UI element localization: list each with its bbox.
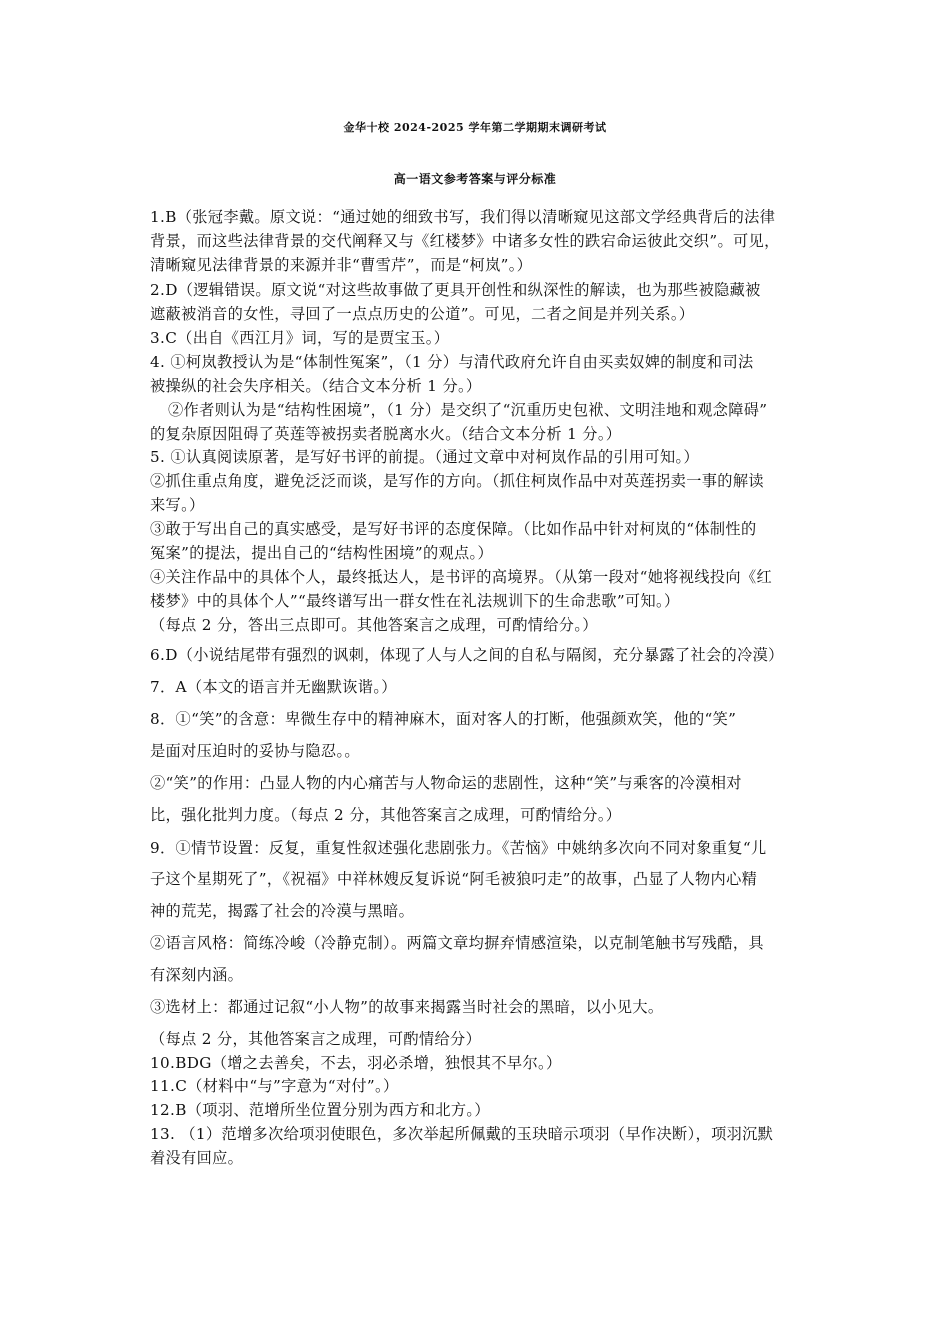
text-line: 9．①情节设置：反复，重复性叙述强化悲剧张力。《苦恼》中姚纳多次向不同对象重复“儿 (150, 839, 767, 857)
text-line: 清晰窥见法律背景的来源并非“曹雪芹”，而是“柯岚”。） (150, 256, 533, 274)
text-line: 12.B（项羽、范增所坐位置分别为西方和北方。） (150, 1101, 490, 1119)
text-line: ③敢于写出自己的真实感受，是写好书评的态度保障。（比如作品中针对柯岚的“体制性的 (150, 520, 757, 538)
text-line: ②语言风格：简练冷峻（冷静克制）。两篇文章均摒弃情感渲染，以克制笔触书写残酷，具 (150, 934, 764, 952)
text-line: 子这个星期死了”，《祝福》中祥林嫂反复诉说“阿毛被狼叼走”的故事，凸显了人物内心精 (150, 870, 758, 888)
text-line: 被操纵的社会失序相关。（结合文本分析 1 分。） (150, 377, 482, 395)
text-line: 5. ①认真阅读原著，是写好书评的前提。（通过文章中对柯岚作品的引用可知。） (150, 448, 699, 466)
text-line: 10.BDG（增之去善矣，不去，羽必杀增，独恨其不早尔。） (150, 1054, 562, 1072)
document-subtitle: 高一语文参考答案与评分标准 (393, 172, 557, 186)
text-line: 11.C（材料中“与”字意为“对付”。） (150, 1077, 399, 1095)
text-line: 遮蔽被消音的女性，寻回了一点点历史的公道”。可见，二者之间是并列关系。） (150, 305, 695, 323)
text-line: ②“笑”的作用：凸显人物的内心痛苦与人物命运的悲剧性，这种“笑”与乘客的冷漠相对 (150, 774, 742, 792)
text-line: 3.C（出自《西江月》词，写的是贾宝玉。） (150, 329, 450, 347)
text-line: 4. ①柯岚教授认为是“体制性冤案”，（1 分）与清代政府允许自由买卖奴婢的制度和司法 (150, 353, 754, 371)
text-line: 比，强化批判力度。（每点 2 分，其他答案言之成理，可酌情给分。） (150, 806, 622, 824)
text-line: 2.D（逻辑错误。原文说“对这些故事做了更具开创性和纵深性的解读，也为那些被隐藏被 (150, 281, 761, 299)
text-line: 背景，而这些法律背景的交代阐释又与《红楼梦》中诸多女性的跌宕命运彼此交织”。可见， (150, 232, 780, 250)
text-line: 6.D（小说结尾带有强烈的讽刺，体现了人与人之间的自私与隔阂，充分暴露了社会的冷漠） (150, 646, 784, 664)
text-line: 7．A（本文的语言并无幽默诙谐。） (150, 678, 397, 696)
text-line: 楼梦》中的具体个人”“最终谱写出一群女性在礼法规训下的生命悲歌”可知。） (150, 592, 680, 610)
text-line: 13. （1）范增多次给项羽使眼色，多次举起所佩戴的玉玦暗示项羽（早作决断），项羽沉默 (150, 1125, 774, 1143)
text-line: 1.B（张冠李戴。原文说：“通过她的细致书写，我们得以清晰窥见这部文学经典背后的法律 (150, 208, 776, 226)
text-line: （每点 2 分，答出三点即可。其他答案言之成理，可酌情给分。） (150, 616, 598, 634)
text-line: 来写。） (150, 496, 205, 514)
document-title: 金华十校 2024-2025 学年第二学期期末调研考试 (343, 121, 607, 134)
text-line: 8．①“笑”的含意：卑微生存中的精神麻木，面对客人的打断，他强颜欢笑，他的“笑” (150, 710, 737, 728)
text-line: ③选材上：都通过记叙“小人物”的故事来揭露当时社会的黑暗，以小见大。 (150, 998, 664, 1016)
text-line: 冤案”的提法，提出自己的“结构性困境”的观点。） (150, 544, 494, 562)
text-line: 有深刻内涵。 (150, 966, 244, 984)
text-line: 的复杂原因阻碍了英莲等被拐卖者脱离水火。（结合文本分析 1 分。） (150, 425, 622, 443)
text-line: 神的荒芜，揭露了社会的冷漠与黑暗。 (150, 902, 415, 920)
text-line: 着没有回应。 (150, 1149, 244, 1167)
text-line: ②作者则认为是“结构性困境”，（1 分）是交织了“沉重历史包袱、文明洼地和观念障碍” (168, 401, 768, 419)
text-line: （每点 2 分，其他答案言之成理，可酌情给分） (150, 1030, 482, 1048)
text-line: ②抓住重点角度，避免泛泛而谈，是写作的方向。（抓住柯岚作品中对英莲拐卖一事的解读 (150, 472, 764, 490)
text-line: ④关注作品中的具体个人，最终抵达人，是书评的高境界。（从第一段对“她将视线投向《红 (150, 568, 773, 586)
text-line: 是面对压迫时的妥协与隐忍。。 (150, 742, 360, 760)
